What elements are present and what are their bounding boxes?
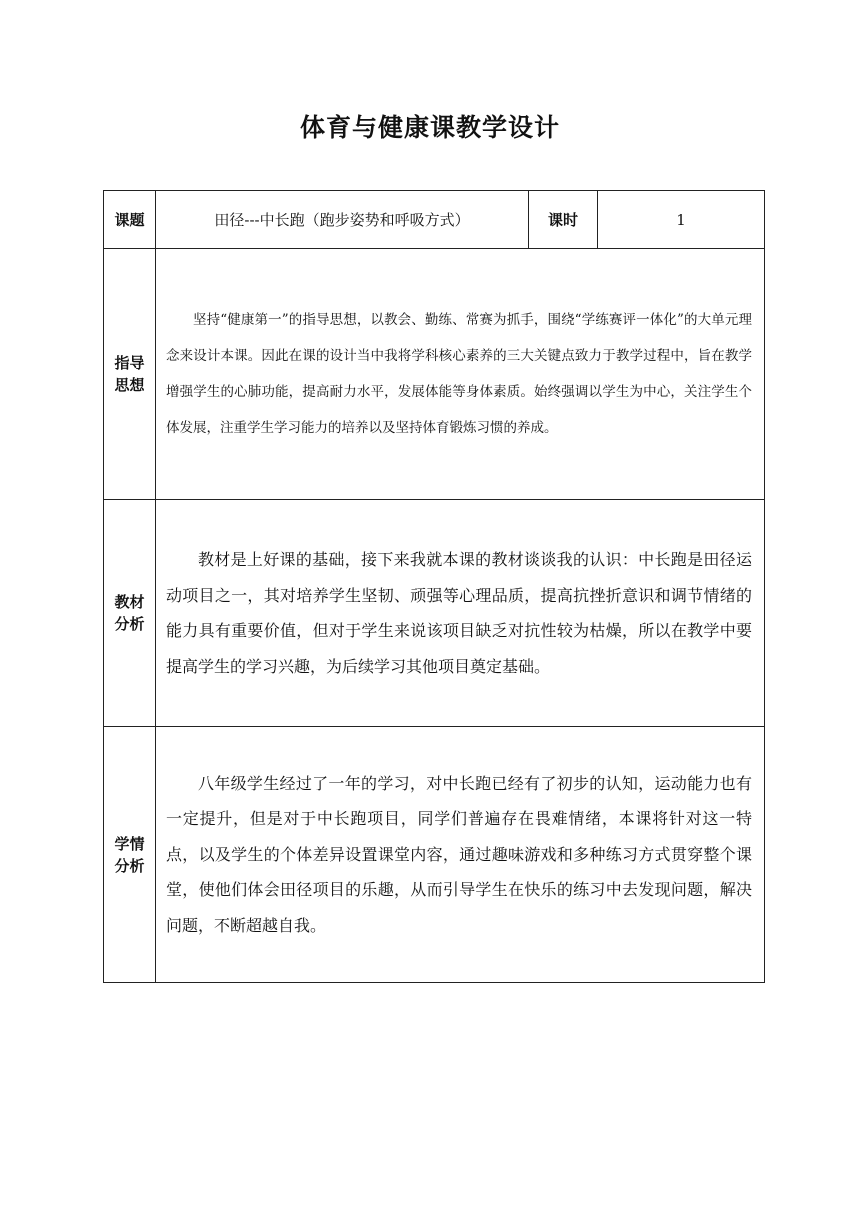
- topic-row: [104, 191, 765, 249]
- section-label-line: 分析: [114, 615, 145, 633]
- section-label-line: 分析: [114, 856, 145, 875]
- section-label-line: 教材: [114, 593, 145, 611]
- section-row-guiding-ideology: [104, 249, 765, 500]
- topic-value: 田径---中长跑（跑步姿势和呼吸方式）: [156, 191, 529, 249]
- class-hours-label: 课时: [529, 191, 598, 249]
- section-label: [104, 249, 156, 500]
- document-title: 体育与健康课教学设计: [299, 113, 560, 142]
- class-hours-value: 1: [598, 191, 765, 249]
- section-label: [104, 727, 156, 983]
- topic-label: 课题: [104, 191, 156, 249]
- lesson-plan-table: [103, 190, 765, 983]
- section-text: 八年级学生经过了一年的学习，对中长跑已经有了初步的认知，运动能力也有一定提升，但是对于中长跑项目，同学们普遍存在畏难情绪，本课将针对这一特点，以及学生的个体差异设置课堂内容，通过趣味游戏和多种练习方式贯穿整个课堂，使他们体会田径项目的乐趣，从而引导学生在快乐的练习中去发现问题，解决问题，不断超越自我。: [166, 773, 752, 935]
- section-text: 坚持“健康第一”的指导思想，以教会、勤练、常赛为抓手，围绕“学练赛评一体化”的大单元理念来设计本课。因此在课的设计当中我将学科核心素养的三大关键点致力于教学过程中，旨在教学增强学生的心肺功能，提高耐力水平，发展体能等身体素质。始终强调以学生为中心，关注学生个体发展，注重学生学习能力的培养以及坚持体育锻炼习惯的养成。: [166, 312, 752, 436]
- section-row-textbook-analysis: [104, 500, 765, 727]
- section-label-line: 指导: [114, 354, 145, 372]
- section-label-line: 学情: [114, 834, 145, 853]
- section-label-line: 思想: [114, 376, 145, 394]
- section-row-student-analysis: [104, 727, 765, 983]
- section-content: [156, 500, 765, 727]
- section-text: 教材是上好课的基础，接下来我就本课的教材谈谈我的认识：中长跑是田径运动项目之一，其对培养学生坚韧、顽强等心理品质，提高抗挫折意识和调节情绪的能力具有重要价值，但对于学生来说该项目缺乏对抗性较为枯燥，所以在教学中要提高学生的学习兴趣，为后续学习其他项目奠定基础。: [166, 550, 752, 676]
- section-content: [156, 249, 765, 500]
- section-content: [156, 727, 765, 983]
- section-label: [104, 500, 156, 727]
